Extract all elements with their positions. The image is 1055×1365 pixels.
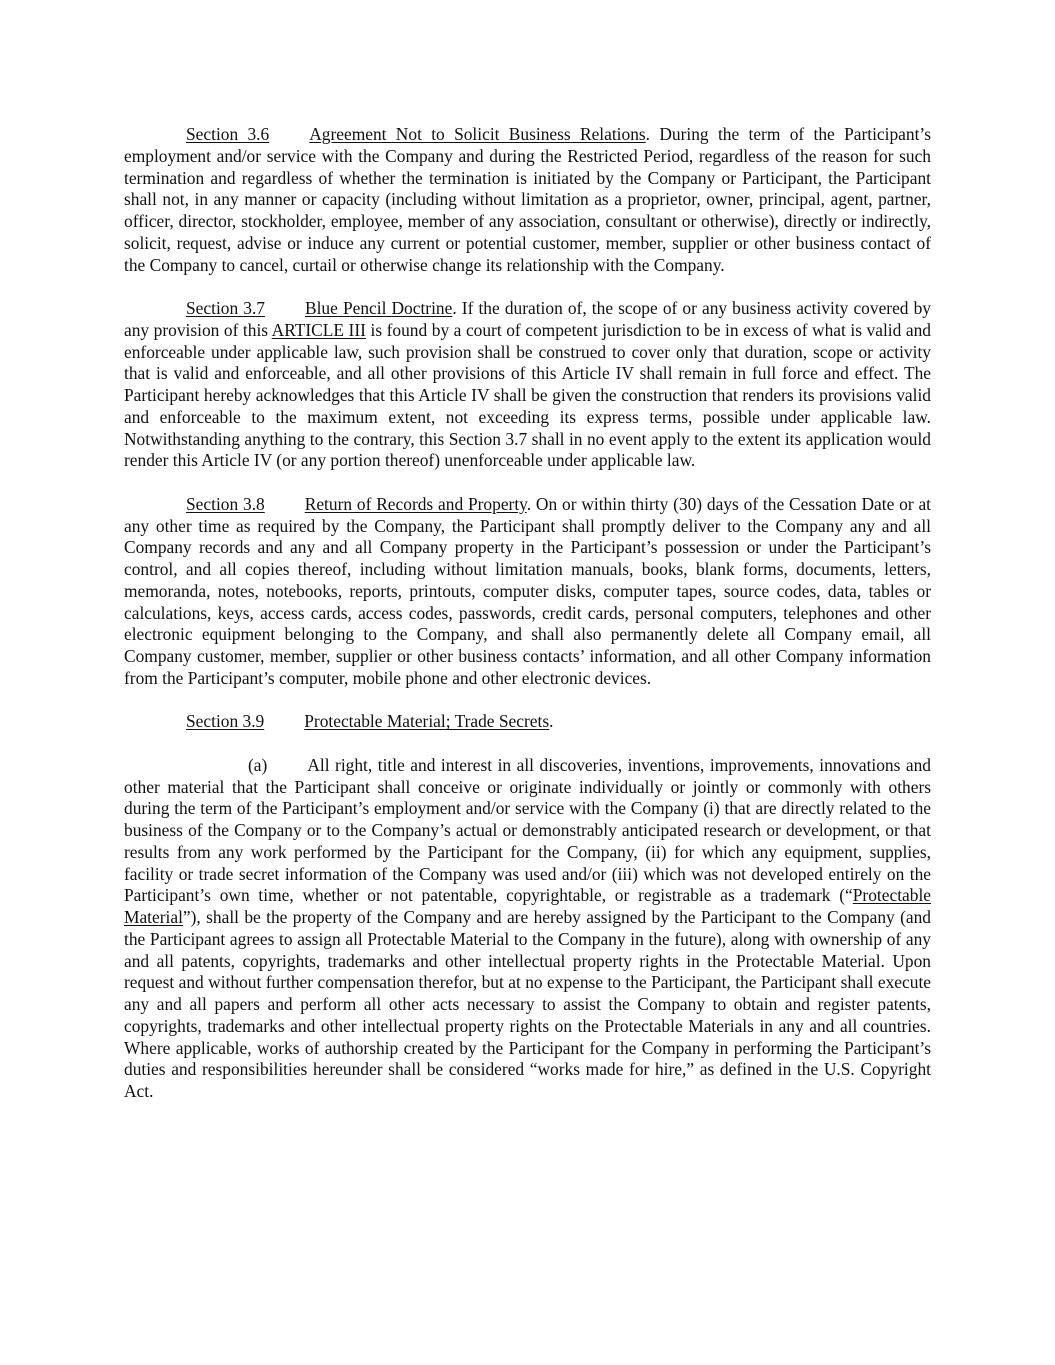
subsection-body: All right, title and interest in all discoveries, inventions, improvements, innovations and other material that the Participant shall conceive or originate individually or jointly or commonly with others during the term of the Participant’s employment and/or service with the Company (i) that are directly related to the business of the Company or to the Company’s actual or demonstrably anticipated research or development, or that results from any work performed by the Participant for the Company, (ii) for which any equipment, supplies, facility or trade secret information of the Company was used and/or (iii) which was not developed entirely on the Participant’s own time, whether or not patentable, copyrightable, or registrable as a trademark (“ (124, 754, 931, 906)
section-number: Section 3.7 (186, 298, 265, 318)
section-title: Protectable Material; Trade Secrets (304, 711, 550, 732)
section-body: If the duration of, the scope of or any business activity covered by any provision of this (124, 298, 931, 340)
article-reference-link[interactable]: ARTICLE III (271, 319, 366, 340)
section-3-9-heading (124, 711, 931, 733)
section-body: On or within thirty (30) days of the Cessation Date or at any other time as required by the Company, the Participant shall promptly deliver to the Company any and all Company records and any and all Company property in the Participant’s possession or under the Participant’s control, and all copies thereof, including without limitation manuals, books, blank forms, documents, letters, memoranda, notes, notebooks, reports, printouts, computer disks, computer tapes, source codes, data, tables or calculations, keys, access cards, access codes, passwords, credit cards, personal computers, telephones and other electronic equipment belonging to the Company, and shall also permanently delete all Company email, all Company customer, member, supplier or other business contacts’ information, and all other Company information from the Participant’s computer, mobile phone and other electronic devices. (124, 493, 931, 688)
section-3-7-paragraph (124, 298, 931, 472)
section-title: Agreement Not to Solicit Business Relations (309, 124, 646, 144)
section-number: Section 3.6 (186, 124, 270, 144)
section-title-period: . (452, 298, 457, 318)
subsection-a-paragraph (124, 755, 931, 1103)
subsection-label: (a) (248, 754, 268, 775)
section-3-6-paragraph (124, 124, 931, 276)
section-body-continued: is found by a court of competent jurisdiction to be in excess of what is valid and enforceable under applicable law, such provision shall be construed to cover only that duration, scope or activity that is valid and enforceable, and all other provisions of this Article IV shall remain in full force and effect. The Participant hereby acknowledges that this Article IV shall be given the construction that renders its provisions valid and enforceable to the maximum extent, not exceeding its express terms, possible under applicable law. Notwithstanding anything to the contrary, this Section 3.7 shall in no event apply to the extent its application would render this Article IV (or any portion thereof) unenforceable under applicable law. (124, 319, 931, 471)
section-number: Section 3.8 (186, 493, 265, 514)
section-title: Blue Pencil Doctrine (305, 298, 453, 318)
section-title-period: . (526, 493, 532, 514)
defined-term: Protectable Material (124, 885, 931, 927)
section-title: Return of Records and Property (304, 493, 527, 514)
document-page (124, 124, 931, 1125)
section-number: Section 3.9 (186, 711, 265, 732)
section-title-period: . (549, 711, 554, 732)
section-title-period: . (645, 124, 651, 144)
section-3-8-paragraph (124, 494, 931, 690)
section-body: During the term of the Participant’s employment and/or service with the Company and during the Restricted Period, regardless of the reason for such termination and regardless of whether the termination is initiated by the Company or Participant, the Participant shall not, in any manner or capacity (including without limitation as a proprietor, owner, principal, agent, partner, officer, director, stockholder, employee, member of any association, consultant or otherwise), directly or indirectly, solicit, request, advise or induce any current or potential customer, member, supplier or other business contact of the Company to cancel, curtail or otherwise change its relationship with the Company. (124, 124, 932, 275)
subsection-body-continued: ”), shall be the property of the Company and are hereby assigned by the Participant to the Company (and the Participant agrees to assign all Protectable Material to the Company in the future), along with ownership of any and all patents, copyrights, trademarks and other intellectual property rights in the Protectable Material. Upon request and without further compensation therefor, but at no expense to the Participant, the Participant shall execute any and all papers and perform all other acts necessary to assist the Company to obtain and register patents, copyrights, trademarks and other intellectual property rights on the Protectable Materials in any and all countries. Where applicable, works of authorship created by the Participant for the Company in performing the Participant’s duties and responsibilities hereunder shall be considered “works made for hire,” as defined in the U.S. Copyright Act. (124, 907, 931, 1101)
